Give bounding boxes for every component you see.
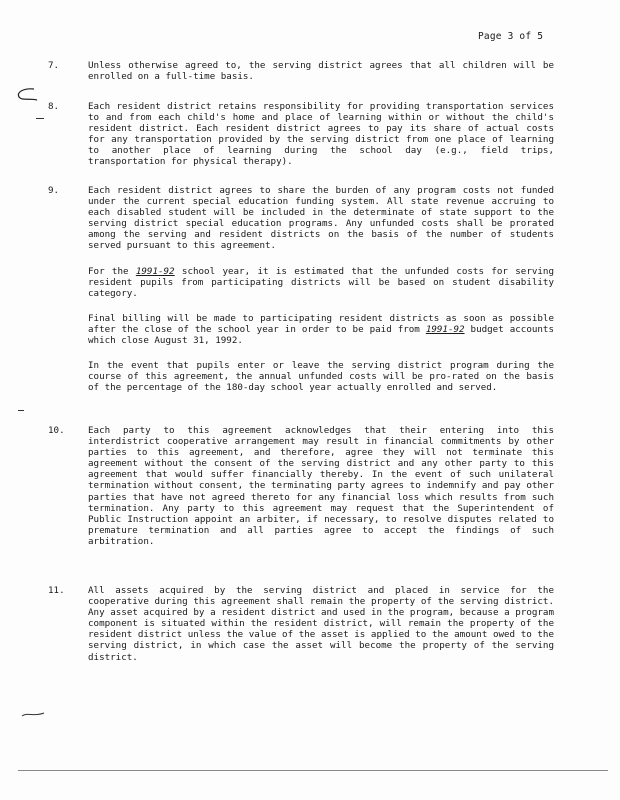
item-number: 9. bbox=[48, 185, 60, 196]
paragraph-text: In the event that pupils enter or leave the serving district program during the course of this agreement, the annual unfunded costs will be pro-rated on the basis of the percentage of the 180-day school year actually enrolled and served. bbox=[88, 360, 554, 394]
item-number: 10. bbox=[48, 425, 65, 436]
list-item bbox=[48, 585, 558, 663]
paragraph bbox=[88, 425, 554, 547]
paragraph bbox=[88, 60, 554, 82]
margin-tick bbox=[36, 118, 44, 119]
paragraph-text: school year, it is estimated that the unfunded costs for serving resident pupils from participating districts will be based on student disability category. bbox=[88, 265, 554, 299]
paragraph bbox=[88, 266, 554, 299]
school-year: 1991-92 bbox=[135, 265, 175, 277]
item-number: 8. bbox=[48, 101, 60, 112]
item-number: 7. bbox=[48, 60, 60, 71]
school-year: 1991-92 bbox=[425, 323, 465, 335]
margin-scribble bbox=[20, 708, 48, 720]
paragraph-text: budget accounts which close August 31, 1992. bbox=[88, 323, 554, 347]
paragraph-text: All assets acquired by the serving district and placed in service for the cooperative during this agreement shall remain the property of the serving district. Any asset acquired by a resident district and used in the program, because a program component is situated within the resident district, will remain the property of the resident district unless the value of the asset is applied to the amount owed to the serving district, in which case the asset will become the property of the serving district. bbox=[88, 585, 554, 663]
list-item bbox=[48, 60, 558, 82]
paragraph bbox=[88, 585, 554, 663]
list-item bbox=[48, 425, 558, 547]
paragraph bbox=[88, 101, 554, 168]
paragraph-text: Each resident district agrees to share the burden of any program costs not funded under the current special education funding system. All state revenue accruing to each disabled student will be included in the determinate of state support to the serving district special education programs. Any unfunded costs shall be prorated among the serving and resident districts on the basis of the number of students served pursuant to this agreement. bbox=[88, 185, 554, 252]
paragraph-text: Final billing will be made to participating resident districts as soon as possible after the close of the school year in order to be paid from bbox=[88, 312, 554, 335]
margin-tick bbox=[18, 410, 24, 411]
paragraph-text: Each party to this agreement acknowledges that their entering into this interdistrict cooperative arrangement may result in financial commitments by other parties to this agreement, and therefore, agree they will not terminate this agreement without the consent of the serving district and any other party to this agreement that would suffer financially thereby. In the event of such unilateral termination without consent, the terminating party agrees to indemnify and pay other parties that have not agreed thereto for any financial loss which results from such termination. Any party to this agreement may request that the Superintendent of Public Instruction appoint an arbiter, if necessary, to resolve disputes related to premature termination and all parties agree to accept the findings of such arbitration. bbox=[88, 425, 554, 547]
list-item bbox=[48, 101, 558, 168]
paragraph-text: Unless otherwise agreed to, the serving district agrees that all children will be enrolled on a full-time basis. bbox=[88, 60, 554, 83]
paragraph bbox=[88, 360, 554, 393]
margin-scribble bbox=[10, 86, 40, 108]
bottom-scan-edge bbox=[18, 770, 608, 771]
paragraph bbox=[88, 185, 554, 252]
page-number: Page 3 of 5 bbox=[478, 31, 544, 42]
item-number: 11. bbox=[48, 585, 65, 596]
paragraph-text: For the bbox=[88, 265, 136, 277]
paragraph-text: Each resident district retains responsibility for providing transportation services to and from each child's home and place of learning within or without the child's resident district. Each resident district agrees to pay its share of actual costs for any transportation provided by the serving district from one place of learning to another place of learning during the school day (e.g., field trips, transportation for physical therapy). bbox=[88, 101, 554, 168]
paragraph bbox=[88, 313, 554, 346]
list-item bbox=[48, 185, 558, 393]
